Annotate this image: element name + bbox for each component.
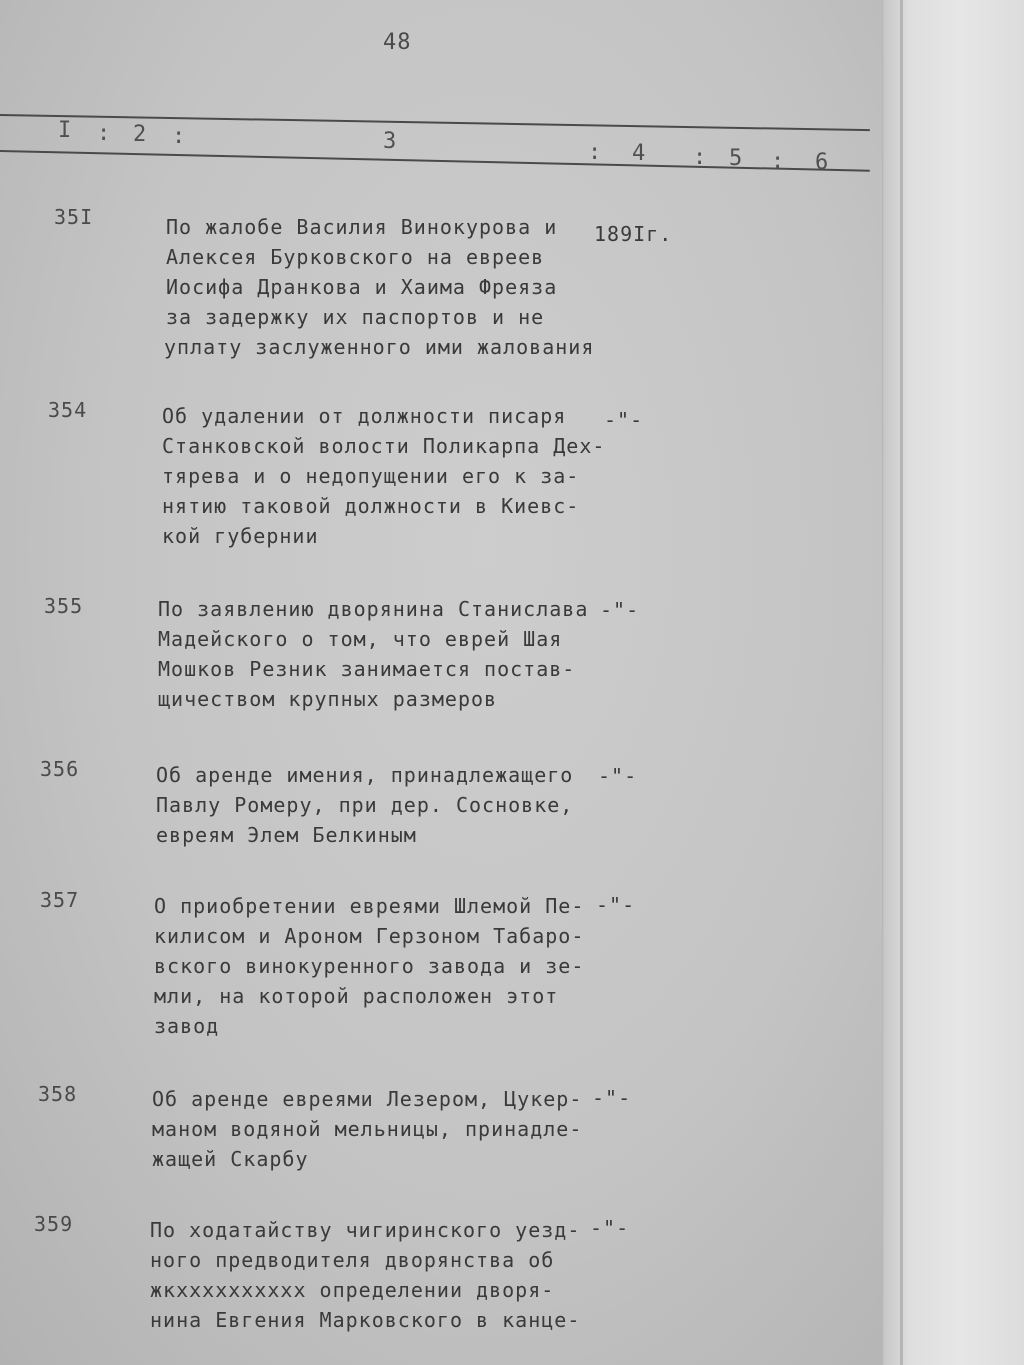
entry-text-line: Об удалении от должности писаря — [162, 404, 567, 428]
entry-date: -"- — [590, 1216, 630, 1240]
entry-number: 355 — [44, 594, 84, 618]
column-header-2: 2 — [133, 122, 148, 147]
entry-text-line: По жалобе Василия Винокурова и — [166, 215, 558, 239]
page-edge-line — [900, 0, 903, 1365]
entry-text-line: По ходатайству чигиринского уезд- — [150, 1218, 581, 1242]
entry-text-line: Иосифа Дранкова и Хаима Фреяза — [166, 275, 558, 299]
entry-date: -"- — [596, 893, 636, 917]
column-header-5: 5 — [729, 146, 744, 171]
entry-text-line: Алексея Бурковского на евреев — [166, 245, 545, 269]
column-separator: : — [97, 121, 112, 146]
entry-number: 356 — [40, 757, 80, 781]
column-separator: : — [693, 145, 708, 170]
entry-text-line: маном водяной мельницы, принадле- — [152, 1117, 583, 1141]
entry-text-line: Станковской волости Поликарпа Дех- — [162, 434, 606, 458]
entry-date: -"- — [600, 598, 640, 622]
column-separator: : — [771, 149, 786, 174]
column-header-6: 6 — [815, 150, 830, 175]
entry-date: 189Iг. — [594, 222, 673, 246]
column-header-1: I — [58, 118, 73, 143]
entry-text-line: Мадейского о том, что еврей Шая — [158, 627, 563, 651]
entry-text-line: евреям Элем Белкиным — [156, 823, 417, 847]
entry-text-line: Мошков Резник занимается постав- — [158, 657, 576, 681]
entry-text-line: кой губернии — [162, 524, 319, 548]
entry-number: 358 — [38, 1082, 78, 1106]
column-header-3: 3 — [383, 129, 398, 154]
entry-text-line: По заявлению дворянина Станислава — [158, 597, 589, 621]
entry-text-line: щичеством крупных размеров — [158, 687, 498, 711]
entry-text-line: вского винокуренного завода и зе- — [154, 954, 585, 978]
entry-date: -"- — [592, 1086, 632, 1110]
entry-number: 35I — [54, 205, 94, 229]
entry-date: -"- — [598, 764, 638, 788]
entry-text-line: мли, на которой расположен этот — [154, 984, 559, 1008]
column-separator: : — [588, 140, 603, 165]
entry-text-line: килисом и Ароном Герзоном Табаро- — [154, 924, 585, 948]
entry-number: 357 — [40, 888, 80, 912]
entry-text-line: тярева и о недопущении его к за- — [162, 464, 580, 488]
entry-text-line: О приобретении евреями Шлемой Пе- — [154, 894, 585, 918]
entry-text-line: завод — [154, 1014, 220, 1038]
entry-text-line: Павлу Ромеру, при дер. Сосновке, — [156, 793, 574, 817]
entry-text-line: уплату заслуженного ими жалования — [164, 335, 595, 359]
entry-date: -"- — [604, 408, 644, 432]
entry-text-line: нина Евгения Марковского в канце- — [150, 1308, 581, 1332]
entry-text-line: Об аренде имения, принадлежащего — [156, 763, 574, 787]
entry-number: 354 — [48, 398, 88, 422]
entry-text-line: ного предводителя дворянства об — [150, 1248, 555, 1272]
entry-text-line: жащей Скарбу — [152, 1147, 309, 1171]
table-rule-top — [0, 114, 870, 131]
column-separator: : — [172, 124, 187, 149]
entry-text-line: жкхххххххххх определении дворя- — [150, 1278, 555, 1302]
page-number: 48 — [383, 30, 412, 55]
entry-text-line: Об аренде евреями Лезером, Цукер- — [152, 1087, 583, 1111]
entry-number: 359 — [34, 1212, 74, 1236]
entry-text-line: за задержку их паспортов и не — [166, 305, 545, 329]
entry-text-line: нятию таковой должности в Киевс- — [162, 494, 580, 518]
column-header-4: 4 — [632, 141, 647, 166]
